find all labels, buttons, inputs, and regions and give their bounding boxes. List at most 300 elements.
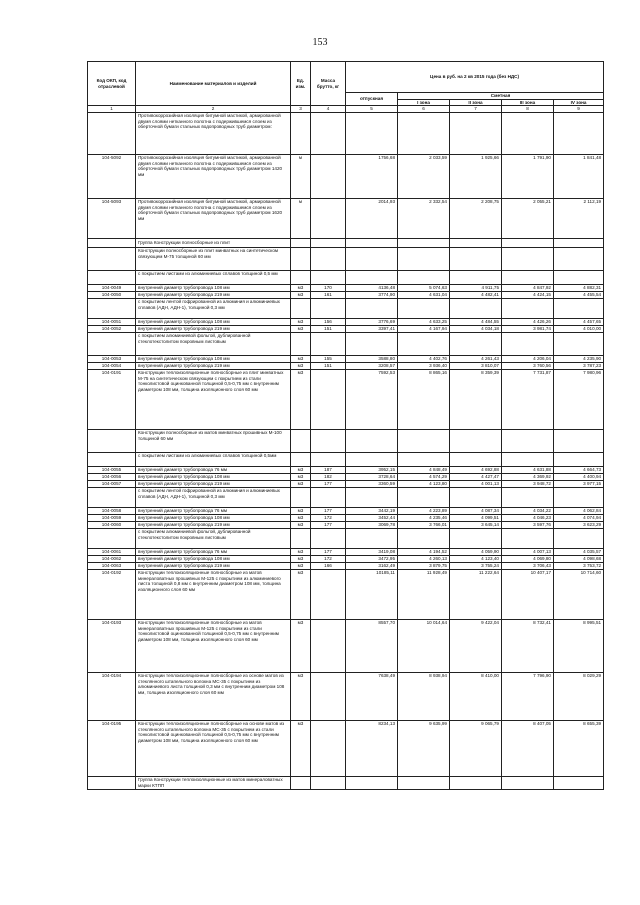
- cell-name: Конструкции полносборные из матов минватных прошивных М-100 толщиной 60 мм: [136, 430, 291, 453]
- cell-release-price: [346, 248, 398, 271]
- cell-mass: 177: [311, 549, 346, 556]
- cell-code: 104-5093: [88, 199, 136, 239]
- cell-name: Группа Конструкции полносборные из плит: [136, 239, 291, 248]
- cell-zone-4-price: 7 980,96: [554, 370, 604, 430]
- table-body: [88, 113, 604, 790]
- cell-zone-2-price: 4 482,41: [450, 292, 502, 299]
- cell-code: 104-0055: [88, 467, 136, 474]
- section-row: [88, 248, 604, 271]
- cell-mass: [311, 673, 346, 721]
- table-row: [88, 467, 604, 474]
- cell-zone-1-price: 4 848,49: [398, 467, 450, 474]
- cell-mass: 177: [311, 508, 346, 515]
- cell-zone-4-price: [554, 453, 604, 467]
- cell-zone-4-price: 8 655,39: [554, 721, 604, 777]
- cell-mass: [311, 430, 346, 453]
- cell-release-price: 3776,69: [346, 319, 398, 326]
- cell-mass: 177: [311, 522, 346, 529]
- cell-unit: м3: [291, 570, 311, 620]
- cell-name: внутренний диаметр трубопровода 219 мм: [136, 292, 291, 299]
- cell-zone-4-price: 1 841,48: [554, 155, 604, 199]
- group-row: [88, 239, 604, 248]
- table-row: [88, 363, 604, 370]
- cell-mass: [311, 570, 346, 620]
- cell-unit: [291, 239, 311, 248]
- cell-zone-2-price: 4 059,90: [450, 549, 502, 556]
- cell-code: [88, 488, 136, 508]
- cell-code: [88, 271, 136, 285]
- cell-mass: [311, 529, 346, 549]
- cell-name: с покрытием листами из алюминиевых сплавов толщиной 0,5 мм: [136, 271, 291, 285]
- cell-zone-2-price: 9 422,04: [450, 620, 502, 673]
- cell-name: внутренний диаметр трубопровода 108 мм: [136, 285, 291, 292]
- cell-mass: 170: [311, 285, 346, 292]
- cell-name: Конструкции теплоизоляционные полносборные из матов минераловатных прошивных М-125 с покрытием из стали тонколистовой оцинкованной толщиной 0,5-0,75 мм с внутренним диаметром 108 мм, толщина изоляционного слоя 60 мм: [136, 620, 291, 673]
- cell-zone-2-price: [450, 271, 502, 285]
- cell-unit: м3: [291, 515, 311, 522]
- cell-zone-4-price: 4 010,00: [554, 326, 604, 333]
- cell-release-price: [346, 529, 398, 549]
- cell-name: Противокоррозийная изоляция битумной мастикой, армированной двумя слоями нетканного полотна с подержившемся слоем из оберточной бумаги стальных водопроводных труб диаметром 1620 мм: [136, 199, 291, 239]
- cell-unit: [291, 529, 311, 549]
- cell-name: Конструкции полносборные из плит минватных на синтетическом связующем М-75 толщиной 60 мм: [136, 248, 291, 271]
- cell-zone-2-price: [450, 248, 502, 271]
- cell-code: [88, 529, 136, 549]
- cell-release-price: [346, 113, 398, 155]
- col-number: 9: [554, 106, 604, 113]
- cell-unit: м3: [291, 508, 311, 515]
- table-row: [88, 356, 604, 363]
- cell-release-price: 3728,64: [346, 474, 398, 481]
- cell-zone-3-price: 4 034,22: [502, 508, 554, 515]
- cell-code: 104-0192: [88, 570, 136, 620]
- cell-code: [88, 113, 136, 155]
- cell-code: [88, 777, 136, 790]
- cell-mass: 172: [311, 515, 346, 522]
- cell-code: 104-0052: [88, 326, 136, 333]
- cell-unit: м: [291, 199, 311, 239]
- cell-unit: м3: [291, 474, 311, 481]
- cell-zone-4-price: 4 455,54: [554, 292, 604, 299]
- table-row: [88, 370, 604, 430]
- cell-zone-2-price: 4 034,18: [450, 326, 502, 333]
- cell-unit: [291, 271, 311, 285]
- cell-mass: [311, 239, 346, 248]
- cell-zone-3-price: 7 731,87: [502, 370, 554, 430]
- table-row: [88, 292, 604, 299]
- cell-release-price: 1756,68: [346, 155, 398, 199]
- cell-mass: [311, 370, 346, 430]
- header-release: отпускная: [346, 93, 398, 106]
- cell-name: внутренний диаметр трубопровода 219 мм: [136, 563, 291, 570]
- cell-release-price: 3588,80: [346, 356, 398, 363]
- table-row: [88, 155, 604, 199]
- cell-name: Конструкции теплоизоляционные полносборные из плит минватных М-75 на синтетическом связующем с покрытием из стали тонколистовой оцинкованной толщиной 0,5-0,75 мм с внутренним диаметром 108 мм, толщина изоляционного слоя 60 мм: [136, 370, 291, 430]
- cell-release-price: 3162,49: [346, 563, 398, 570]
- cell-zone-4-price: [554, 113, 604, 155]
- cell-release-price: 8557,70: [346, 620, 398, 673]
- cell-zone-1-price: 9 635,99: [398, 721, 450, 777]
- cell-zone-3-price: [502, 333, 554, 356]
- cell-code: 104-0054: [88, 363, 136, 370]
- cell-zone-3-price: 3 760,56: [502, 363, 554, 370]
- cell-name: внутренний диаметр трубопровода 108 мм: [136, 556, 291, 563]
- header-estimate: Сметная: [398, 93, 604, 100]
- cell-zone-1-price: 8 938,94: [398, 673, 450, 721]
- cell-zone-2-price: [450, 299, 502, 319]
- cell-zone-4-price: 4 457,65: [554, 319, 604, 326]
- cell-unit: [291, 248, 311, 271]
- header-code: Код ОКП, код отраслевой: [88, 62, 136, 106]
- price-table: [87, 61, 604, 790]
- cell-unit: [291, 453, 311, 467]
- table-row: [88, 556, 604, 563]
- cell-zone-1-price: 4 167,94: [398, 326, 450, 333]
- cell-zone-1-price: 4 631,04: [398, 292, 450, 299]
- cell-zone-3-price: [502, 239, 554, 248]
- cell-mass: [311, 155, 346, 199]
- cell-zone-3-price: 3 981,74: [502, 326, 554, 333]
- cell-zone-4-price: [554, 271, 604, 285]
- cell-code: [88, 299, 136, 319]
- cell-code: 104-0058: [88, 508, 136, 515]
- cell-zone-1-price: 3 879,75: [398, 563, 450, 570]
- cell-unit: м3: [291, 292, 311, 299]
- cell-zone-3-price: [502, 488, 554, 508]
- cell-mass: 161: [311, 292, 346, 299]
- cell-code: 104-0061: [88, 549, 136, 556]
- cell-release-price: 7638,49: [346, 673, 398, 721]
- cell-unit: м3: [291, 556, 311, 563]
- cell-mass: [311, 453, 346, 467]
- cell-release-price: 3452,44: [346, 515, 398, 522]
- col-number: 7: [450, 106, 502, 113]
- cell-zone-2-price: 11 222,64: [450, 570, 502, 620]
- cell-zone-2-price: [450, 430, 502, 453]
- cell-zone-4-price: 2 112,19: [554, 199, 604, 239]
- cell-code: [88, 248, 136, 271]
- cell-zone-3-price: [502, 453, 554, 467]
- col-number: 2: [136, 106, 291, 113]
- cell-zone-2-price: 1 925,66: [450, 155, 502, 199]
- cell-zone-2-price: 4 427,47: [450, 474, 502, 481]
- cell-zone-2-price: 4 123,40: [450, 556, 502, 563]
- cell-mass: 166: [311, 563, 346, 570]
- cell-zone-3-price: 4 007,13: [502, 549, 554, 556]
- cell-release-price: 2014,93: [346, 199, 398, 239]
- cell-zone-1-price: [398, 271, 450, 285]
- cell-code: 104-0053: [88, 356, 136, 363]
- cell-name: внутренний диаметр трубопровода 76 мм: [136, 549, 291, 556]
- cell-zone-1-price: 4 633,25: [398, 319, 450, 326]
- section-row: [88, 271, 604, 285]
- table-row: [88, 508, 604, 515]
- cell-mass: [311, 777, 346, 790]
- cell-zone-4-price: 3 977,15: [554, 481, 604, 488]
- cell-unit: [291, 488, 311, 508]
- cell-unit: м3: [291, 549, 311, 556]
- cell-zone-1-price: [398, 299, 450, 319]
- cell-zone-4-price: 10 714,60: [554, 570, 604, 620]
- cell-zone-2-price: 2 208,75: [450, 199, 502, 239]
- cell-unit: м3: [291, 620, 311, 673]
- table-row: [88, 549, 604, 556]
- cell-zone-3-price: 10 407,17: [502, 570, 554, 620]
- cell-mass: 151: [311, 326, 346, 333]
- cell-zone-2-price: [450, 777, 502, 790]
- cell-code: 104-0194: [88, 673, 136, 721]
- cell-release-price: [346, 271, 398, 285]
- cell-mass: 172: [311, 556, 346, 563]
- section-row: [88, 113, 604, 155]
- cell-mass: 187: [311, 467, 346, 474]
- cell-zone-4-price: 3 753,72: [554, 563, 604, 570]
- group-row: [88, 777, 604, 790]
- cell-zone-4-price: 4 062,84: [554, 508, 604, 515]
- cell-zone-1-price: [398, 333, 450, 356]
- cell-code: [88, 239, 136, 248]
- cell-name: Конструкции теплоизоляционные полносборные на основе матов из стеклянного штапельного волокна МС-35 с покрытием из стали тонколистовой оцинкованной толщиной 0,5-0,75 мм с внутренним диаметром 108 мм, толщина изоляционного слоя 60 мм: [136, 721, 291, 777]
- cell-zone-2-price: [450, 529, 502, 549]
- cell-code: 104-0056: [88, 474, 136, 481]
- table-row: [88, 563, 604, 570]
- table-row: [88, 515, 604, 522]
- cell-release-price: 3419,08: [346, 549, 398, 556]
- cell-unit: м: [291, 155, 311, 199]
- cell-mass: 182: [311, 474, 346, 481]
- cell-zone-1-price: [398, 453, 450, 467]
- cell-zone-1-price: 4 123,80: [398, 481, 450, 488]
- col-number: 5: [346, 106, 398, 113]
- cell-zone-4-price: 4 235,90: [554, 356, 604, 363]
- cell-zone-4-price: 4 664,73: [554, 467, 604, 474]
- section-row: [88, 453, 604, 467]
- cell-code: 104-0060: [88, 522, 136, 529]
- table-row: [88, 285, 604, 292]
- cell-name: Противокоррозийная изоляция битумной мастикой, армированной двумя слоями нетканного полотна с подержившемся слоем из оберточной бумаги стальных водопроводных труб диаметром:: [136, 113, 291, 155]
- cell-code: 104-0063: [88, 563, 136, 570]
- cell-zone-2-price: [450, 453, 502, 467]
- cell-code: 104-0195: [88, 721, 136, 777]
- section-row: [88, 430, 604, 453]
- cell-zone-1-price: 4 194,52: [398, 549, 450, 556]
- cell-name: внутренний диаметр трубопровода 219 мм: [136, 522, 291, 529]
- cell-zone-3-price: [502, 299, 554, 319]
- cell-zone-1-price: 4 223,89: [398, 508, 450, 515]
- cell-zone-4-price: [554, 777, 604, 790]
- cell-release-price: 3472,95: [346, 556, 398, 563]
- cell-zone-1-price: 3 766,01: [398, 522, 450, 529]
- cell-zone-1-price: 4 260,13: [398, 556, 450, 563]
- header-name: Наименование материалов и изделий: [136, 62, 291, 106]
- cell-zone-3-price: 4 046,23: [502, 515, 554, 522]
- cell-zone-3-price: 7 796,90: [502, 673, 554, 721]
- cell-release-price: 3360,59: [346, 481, 398, 488]
- cell-code: 104-0059: [88, 515, 136, 522]
- cell-name: внутренний диаметр трубопровода 219 мм: [136, 363, 291, 370]
- cell-zone-3-price: 8 407,05: [502, 721, 554, 777]
- cell-zone-4-price: [554, 430, 604, 453]
- cell-zone-2-price: 8 410,00: [450, 673, 502, 721]
- cell-zone-1-price: 4 574,29: [398, 474, 450, 481]
- cell-zone-1-price: 10 014,64: [398, 620, 450, 673]
- cell-mass: [311, 271, 346, 285]
- cell-zone-2-price: [450, 488, 502, 508]
- cell-zone-3-price: [502, 529, 554, 549]
- cell-release-price: [346, 239, 398, 248]
- cell-zone-3-price: 4 369,92: [502, 474, 554, 481]
- cell-release-price: 3069,78: [346, 522, 398, 529]
- cell-zone-1-price: 2 332,54: [398, 199, 450, 239]
- table-row: [88, 474, 604, 481]
- table-row: [88, 522, 604, 529]
- section-row: [88, 299, 604, 319]
- cell-code: 104-0193: [88, 620, 136, 673]
- cell-zone-2-price: 8 359,39: [450, 370, 502, 430]
- cell-name: Конструкции теплоизоляционные полносборные из основе матов из стеклянного штапельного волокна МС-35 с покрытием из алюминиевого листа толщиной 0,3 мм с внутренним диаметром 108 мм, толщина изоляционного слоя 60 мм: [136, 673, 291, 721]
- cell-release-price: 3952,15: [346, 467, 398, 474]
- cell-unit: м3: [291, 522, 311, 529]
- cell-zone-3-price: 4 847,92: [502, 285, 554, 292]
- cell-name: внутренний диаметр трубопровода 76 мм: [136, 467, 291, 474]
- cell-release-price: 3397,41: [346, 326, 398, 333]
- table-row: [88, 570, 604, 620]
- cell-release-price: 3208,57: [346, 363, 398, 370]
- cell-zone-3-price: 2 055,21: [502, 199, 554, 239]
- cell-mass: 151: [311, 363, 346, 370]
- col-number: 1: [88, 106, 136, 113]
- table-row: [88, 481, 604, 488]
- cell-unit: [291, 333, 311, 356]
- cell-release-price: 8234,13: [346, 721, 398, 777]
- cell-unit: м3: [291, 370, 311, 430]
- cell-zone-1-price: 8 865,16: [398, 370, 450, 430]
- cell-zone-2-price: 4 087,34: [450, 508, 502, 515]
- cell-release-price: 3774,90: [346, 292, 398, 299]
- cell-zone-1-price: [398, 239, 450, 248]
- table-row: [88, 721, 604, 777]
- cell-unit: [291, 777, 311, 790]
- cell-zone-2-price: 3 810,07: [450, 363, 502, 370]
- cell-name: внутренний диаметр трубопровода 219 мм: [136, 481, 291, 488]
- cell-zone-3-price: [502, 430, 554, 453]
- cell-name: внутренний диаметр трубопровода 108 мм: [136, 515, 291, 522]
- column-number-row: [88, 106, 604, 113]
- cell-unit: [291, 113, 311, 155]
- cell-zone-1-price: 5 074,63: [398, 285, 450, 292]
- cell-mass: [311, 199, 346, 239]
- cell-zone-1-price: 2 033,59: [398, 155, 450, 199]
- page-number: 153: [312, 37, 328, 48]
- cell-zone-3-price: 3 948,72: [502, 481, 554, 488]
- cell-zone-4-price: 8 029,29: [554, 673, 604, 721]
- cell-release-price: [346, 333, 398, 356]
- cell-zone-2-price: [450, 113, 502, 155]
- cell-release-price: 7592,53: [346, 370, 398, 430]
- cell-name: внутренний диаметр трубопровода 219 мм: [136, 326, 291, 333]
- header-zone-1: I зона: [398, 99, 450, 106]
- table-row: [88, 620, 604, 673]
- table-row: [88, 319, 604, 326]
- cell-name: внутренний диаметр трубопровода 108 мм: [136, 356, 291, 363]
- cell-name: внутренний диаметр трубопровода 76 мм: [136, 508, 291, 515]
- cell-code: 104-0051: [88, 319, 136, 326]
- cell-name: с покрытием алюминиевой фольгой, дублированной стеклотекстолитом покровным листовым: [136, 333, 291, 356]
- cell-zone-1-price: [398, 248, 450, 271]
- cell-unit: м3: [291, 285, 311, 292]
- header-zone-2: II зона: [450, 99, 502, 106]
- cell-name: с покрытием алюминиевой фольгой, дублированной стеклотекстолитом покровным листовым: [136, 529, 291, 549]
- cell-zone-4-price: 4 400,94: [554, 474, 604, 481]
- cell-release-price: [346, 488, 398, 508]
- cell-code: 104-0062: [88, 556, 136, 563]
- cell-zone-3-price: [502, 248, 554, 271]
- header-mass: Масса брутто, кг: [311, 62, 346, 106]
- cell-mass: [311, 620, 346, 673]
- section-row: [88, 488, 604, 508]
- cell-zone-1-price: [398, 529, 450, 549]
- cell-zone-3-price: 4 631,88: [502, 467, 554, 474]
- cell-zone-4-price: 3 623,29: [554, 522, 604, 529]
- cell-release-price: [346, 453, 398, 467]
- cell-zone-3-price: 4 206,04: [502, 356, 554, 363]
- cell-zone-1-price: [398, 113, 450, 155]
- cell-zone-3-price: [502, 777, 554, 790]
- cell-code: 104-0191: [88, 370, 136, 430]
- cell-mass: [311, 721, 346, 777]
- cell-zone-4-price: [554, 488, 604, 508]
- cell-unit: м3: [291, 481, 311, 488]
- cell-name: с покрытием лентой гофрированной из алюминия и алюминиевых сплавов (АДН, АДН-1), толщиной 0,3 мм: [136, 299, 291, 319]
- cell-release-price: [346, 777, 398, 790]
- cell-zone-3-price: [502, 113, 554, 155]
- cell-name: с покрытием листами из алюминиевых сплавов толщиной 0,5мм: [136, 453, 291, 467]
- cell-zone-1-price: [398, 430, 450, 453]
- header-zone-4: IV зона: [554, 99, 604, 106]
- col-number: 6: [398, 106, 450, 113]
- cell-mass: 156: [311, 319, 346, 326]
- cell-zone-3-price: 4 069,80: [502, 556, 554, 563]
- cell-zone-2-price: 4 692,88: [450, 467, 502, 474]
- cell-zone-3-price: 4 426,26: [502, 319, 554, 326]
- cell-mass: [311, 113, 346, 155]
- cell-code: 104-0049: [88, 285, 136, 292]
- cell-zone-4-price: 4 098,68: [554, 556, 604, 563]
- cell-mass: 155: [311, 356, 346, 363]
- cell-zone-2-price: 4 261,43: [450, 356, 502, 363]
- cell-mass: [311, 299, 346, 319]
- cell-zone-3-price: 4 424,15: [502, 292, 554, 299]
- cell-unit: м3: [291, 721, 311, 777]
- cell-zone-2-price: [450, 333, 502, 356]
- cell-unit: м3: [291, 363, 311, 370]
- cell-name: с покрытием лентой гофрированной из алюминия и алюминиевых сплавов (АДН, АДН-1), толщиной 0,3 мм: [136, 488, 291, 508]
- cell-zone-2-price: 4 001,13: [450, 481, 502, 488]
- cell-unit: м3: [291, 467, 311, 474]
- cell-zone-2-price: 9 065,79: [450, 721, 502, 777]
- cell-unit: [291, 430, 311, 453]
- cell-code: [88, 430, 136, 453]
- cell-zone-2-price: [450, 239, 502, 248]
- cell-zone-3-price: 3 706,43: [502, 563, 554, 570]
- cell-code: 104-5092: [88, 155, 136, 199]
- cell-zone-3-price: 8 732,41: [502, 620, 554, 673]
- cell-unit: [291, 299, 311, 319]
- cell-zone-4-price: 8 995,51: [554, 620, 604, 673]
- cell-name: Конструкции теплоизоляционные полносборные из матов минераловатных прошивных М-125 с покрытием из алюминиевого листа толщиной 0,8 мм с внутренним диаметром 108 мм, толщина изоляционного слоя 60 мм: [136, 570, 291, 620]
- cell-mass: [311, 248, 346, 271]
- header-price-group: Цена в руб. на 2 кв 2015 года (без НДС): [346, 62, 604, 93]
